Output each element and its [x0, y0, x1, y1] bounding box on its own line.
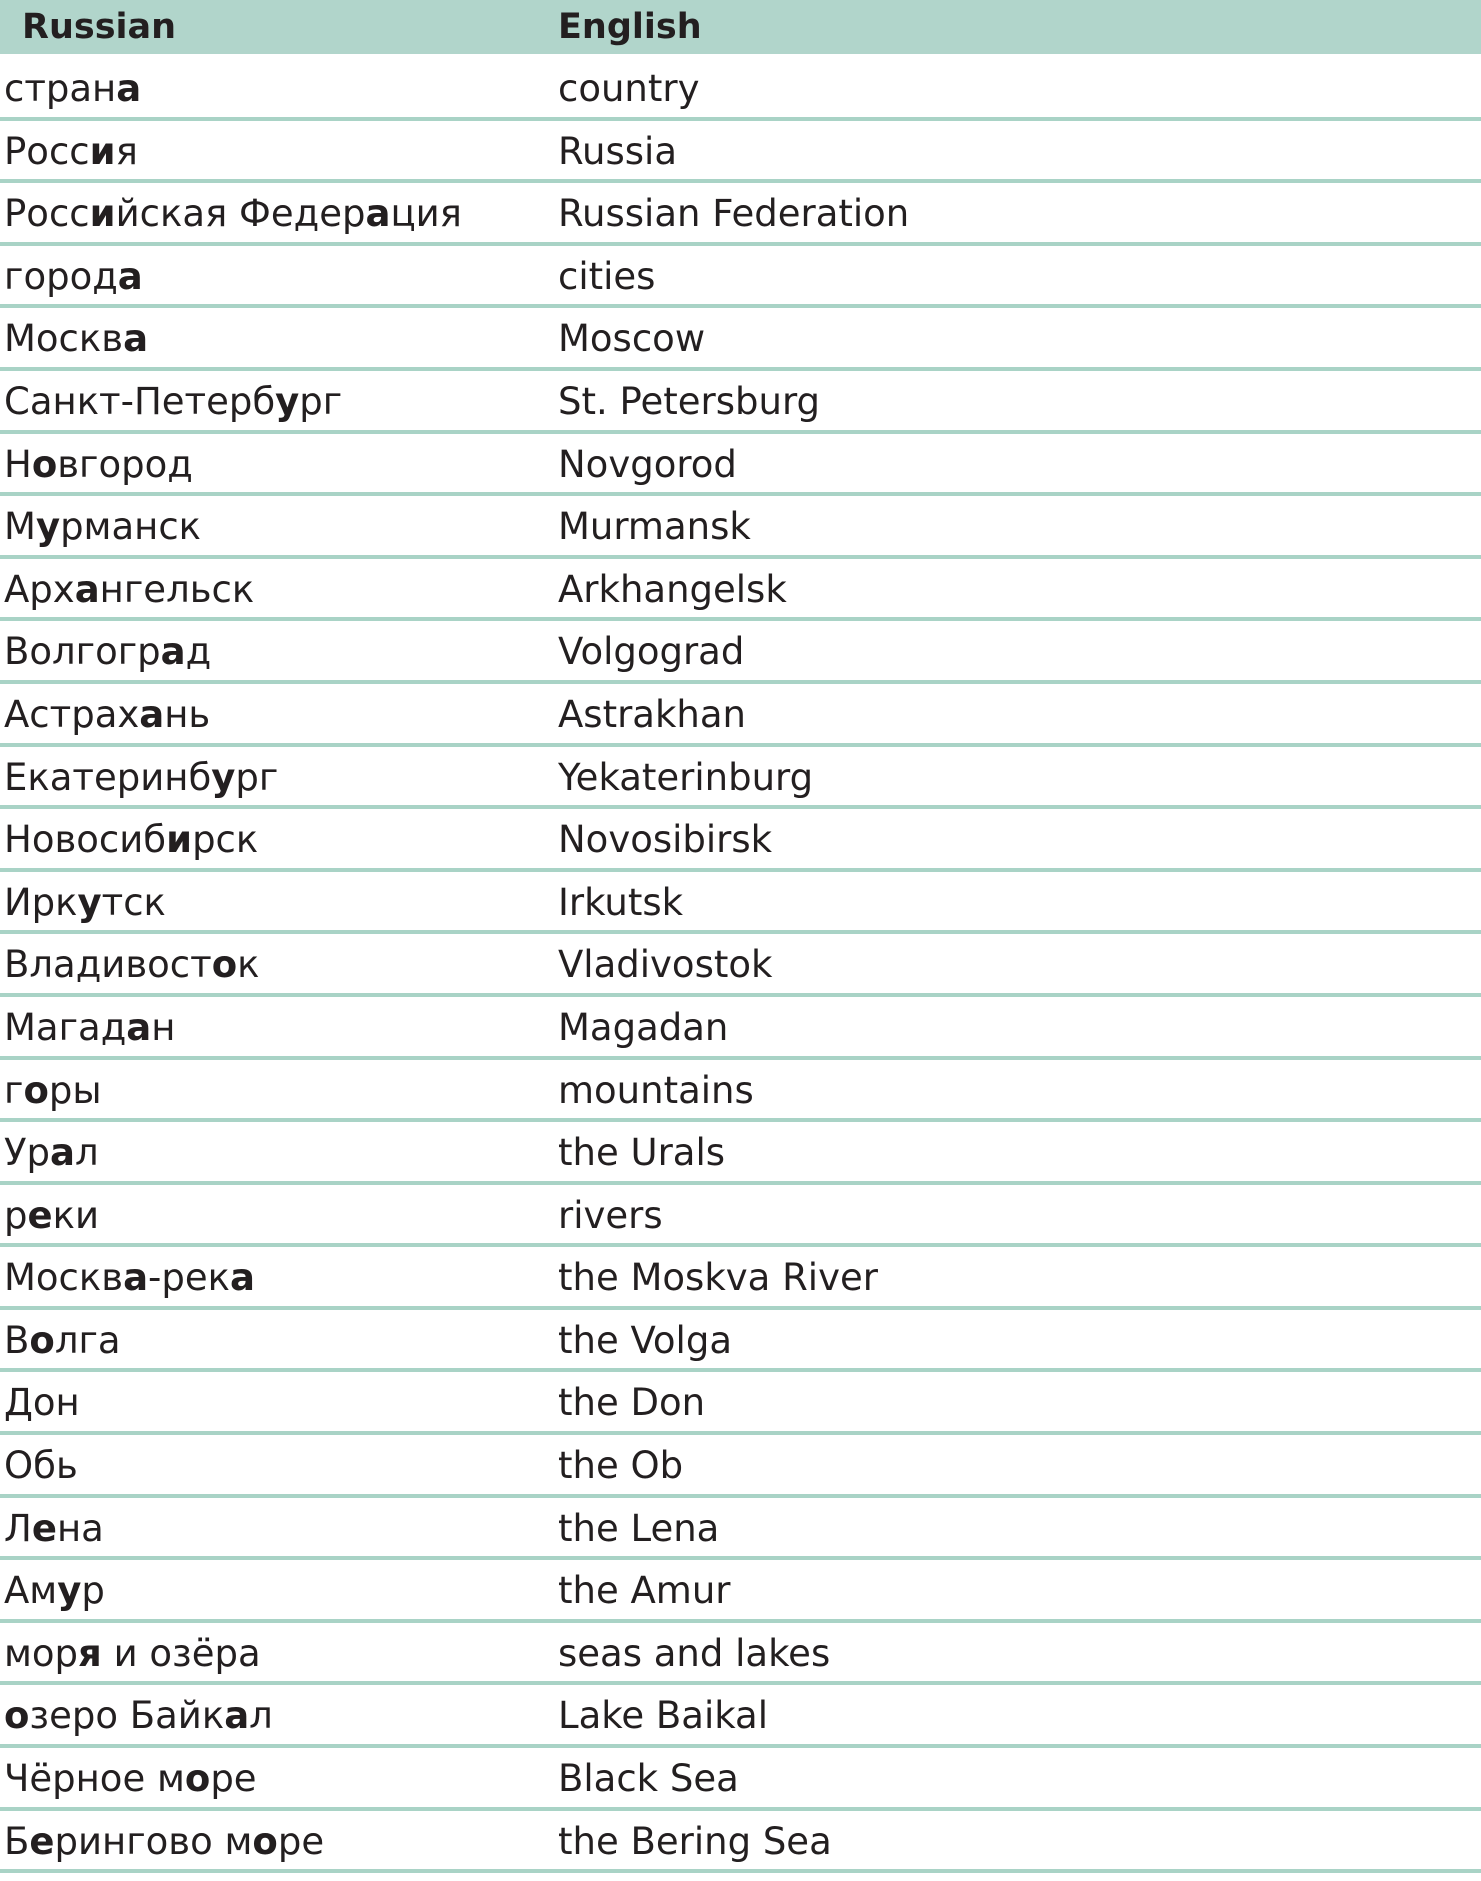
english-word: country [558, 67, 700, 110]
english-word: seas and lakes [558, 1631, 831, 1675]
table-row [0, 1310, 1481, 1373]
table-row [0, 246, 1481, 309]
table-row [0, 1435, 1481, 1498]
stressed-letter: а [116, 67, 142, 110]
stressed-letter: а [224, 1694, 250, 1738]
stressed-letter: а [160, 630, 186, 674]
stressed-letter: я [78, 1631, 102, 1675]
english-word: mountains [558, 1068, 754, 1112]
russian-word: Амур [4, 1569, 105, 1613]
english-word: the Amur [558, 1569, 731, 1613]
table-row [0, 1748, 1481, 1811]
russian-word: Обь [4, 1444, 78, 1488]
table-row [0, 1247, 1481, 1310]
english-word: cities [558, 254, 656, 298]
table-row [0, 496, 1481, 559]
english-word: Irkutsk [558, 880, 684, 924]
russian-word: Новосибирск [4, 818, 259, 862]
english-word: the Moskva River [558, 1256, 878, 1300]
english-word: Yekaterinburg [558, 755, 814, 799]
stressed-letter: о [252, 1819, 278, 1863]
table-row [0, 1060, 1481, 1123]
stressed-letter: и [89, 129, 116, 173]
table-row [0, 684, 1481, 747]
stressed-letter: а [126, 1005, 152, 1049]
table-row [0, 747, 1481, 810]
english-word: St. Petersburg [558, 379, 821, 423]
table-row [0, 934, 1481, 997]
english-word: Murmansk [558, 505, 751, 549]
stressed-letter: у [77, 880, 102, 924]
stressed-letter: о [4, 1694, 30, 1738]
stressed-letter: а [139, 692, 165, 736]
russian-word: моря и озёра [4, 1631, 261, 1675]
english-word: Volgograd [558, 630, 745, 674]
russian-word: Дон [4, 1381, 80, 1425]
stressed-letter: и [166, 818, 193, 862]
russian-word: страна [4, 67, 142, 110]
table-row [0, 809, 1481, 872]
english-word: the Don [558, 1381, 706, 1425]
table-row [0, 183, 1481, 246]
header-russian: Russian [22, 7, 177, 47]
russian-word: реки [4, 1193, 100, 1237]
russian-word: Россия [4, 129, 138, 173]
russian-word: Астрахань [4, 692, 211, 736]
table-row [0, 872, 1481, 935]
table-row [0, 1685, 1481, 1748]
english-word: rivers [558, 1193, 663, 1237]
table-row [0, 58, 1481, 121]
english-word: Moscow [558, 317, 706, 361]
stressed-letter: а [117, 254, 143, 298]
english-word: the Volga [558, 1318, 732, 1362]
russian-word: Волга [4, 1318, 121, 1362]
russian-word: Новгород [4, 442, 193, 486]
table-row [0, 1560, 1481, 1623]
stressed-letter: а [123, 1256, 149, 1300]
russian-word: Магадан [4, 1005, 176, 1049]
table-row [0, 1623, 1481, 1686]
english-word: Lake Baikal [558, 1694, 768, 1738]
stressed-letter: а [229, 1256, 255, 1300]
table-row [0, 1372, 1481, 1435]
russian-word: Российская Федерация [4, 192, 462, 236]
russian-word: Владивосток [4, 943, 260, 987]
english-word: Vladivostok [558, 943, 773, 987]
russian-word: Архангельск [4, 567, 255, 611]
table-row [0, 1498, 1481, 1561]
english-word: Arkhangelsk [558, 567, 787, 611]
stressed-letter: е [29, 1819, 55, 1863]
table-row [0, 1185, 1481, 1248]
stressed-letter: о [29, 1318, 55, 1362]
russian-word: Мурманск [4, 505, 202, 549]
russian-word: города [4, 254, 143, 298]
english-word: Black Sea [558, 1757, 739, 1801]
table-header [0, 0, 1481, 58]
stressed-letter: а [123, 317, 149, 361]
english-word: the Lena [558, 1506, 720, 1550]
russian-word: Лена [4, 1506, 104, 1550]
english-word: Russian Federation [558, 192, 910, 236]
russian-word: Екатеринбург [4, 755, 279, 799]
table-row [0, 1811, 1481, 1874]
table-row [0, 1122, 1481, 1185]
english-word: Novosibirsk [558, 818, 773, 862]
stressed-letter: е [27, 1193, 53, 1237]
table-row [0, 559, 1481, 622]
stressed-letter: о [184, 1757, 211, 1801]
stressed-letter: у [57, 1569, 82, 1613]
stressed-letter: о [211, 943, 238, 987]
table-body [0, 58, 1481, 1873]
stressed-letter: а [74, 567, 100, 611]
stressed-letter: о [23, 1068, 49, 1112]
russian-word: Иркутск [4, 880, 166, 924]
stressed-letter: у [211, 755, 236, 799]
english-word: Magadan [558, 1005, 729, 1049]
table-row [0, 308, 1481, 371]
russian-word: Москва [4, 317, 149, 361]
russian-word: Берингово море [4, 1819, 325, 1863]
english-word: the Ob [558, 1444, 684, 1488]
stressed-letter: у [35, 505, 61, 549]
stressed-letter: у [275, 379, 300, 423]
table-row [0, 997, 1481, 1060]
stressed-letter: е [31, 1506, 57, 1550]
english-word: the Bering Sea [558, 1819, 832, 1863]
table-row [0, 371, 1481, 434]
russian-word: Урал [4, 1131, 99, 1175]
table-row [0, 434, 1481, 497]
english-word: Novgorod [558, 442, 737, 486]
russian-word: озеро Байкал [4, 1694, 273, 1738]
stressed-letter: а [50, 1131, 76, 1175]
russian-word: Чёрное море [4, 1757, 257, 1801]
english-word: the Urals [558, 1131, 726, 1175]
stressed-letter: о [31, 442, 58, 486]
russian-word: Москва-река [4, 1256, 255, 1300]
stressed-letter: а [365, 192, 391, 236]
russian-word: Санкт-Петербург [4, 379, 343, 423]
english-word: Astrakhan [558, 692, 746, 736]
english-word: Russia [558, 129, 678, 173]
stressed-letter: и [89, 192, 116, 236]
header-english: English [558, 7, 702, 47]
russian-word: горы [4, 1068, 102, 1112]
table-row [0, 121, 1481, 184]
russian-word: Волгоград [4, 630, 212, 674]
table-row [0, 621, 1481, 684]
